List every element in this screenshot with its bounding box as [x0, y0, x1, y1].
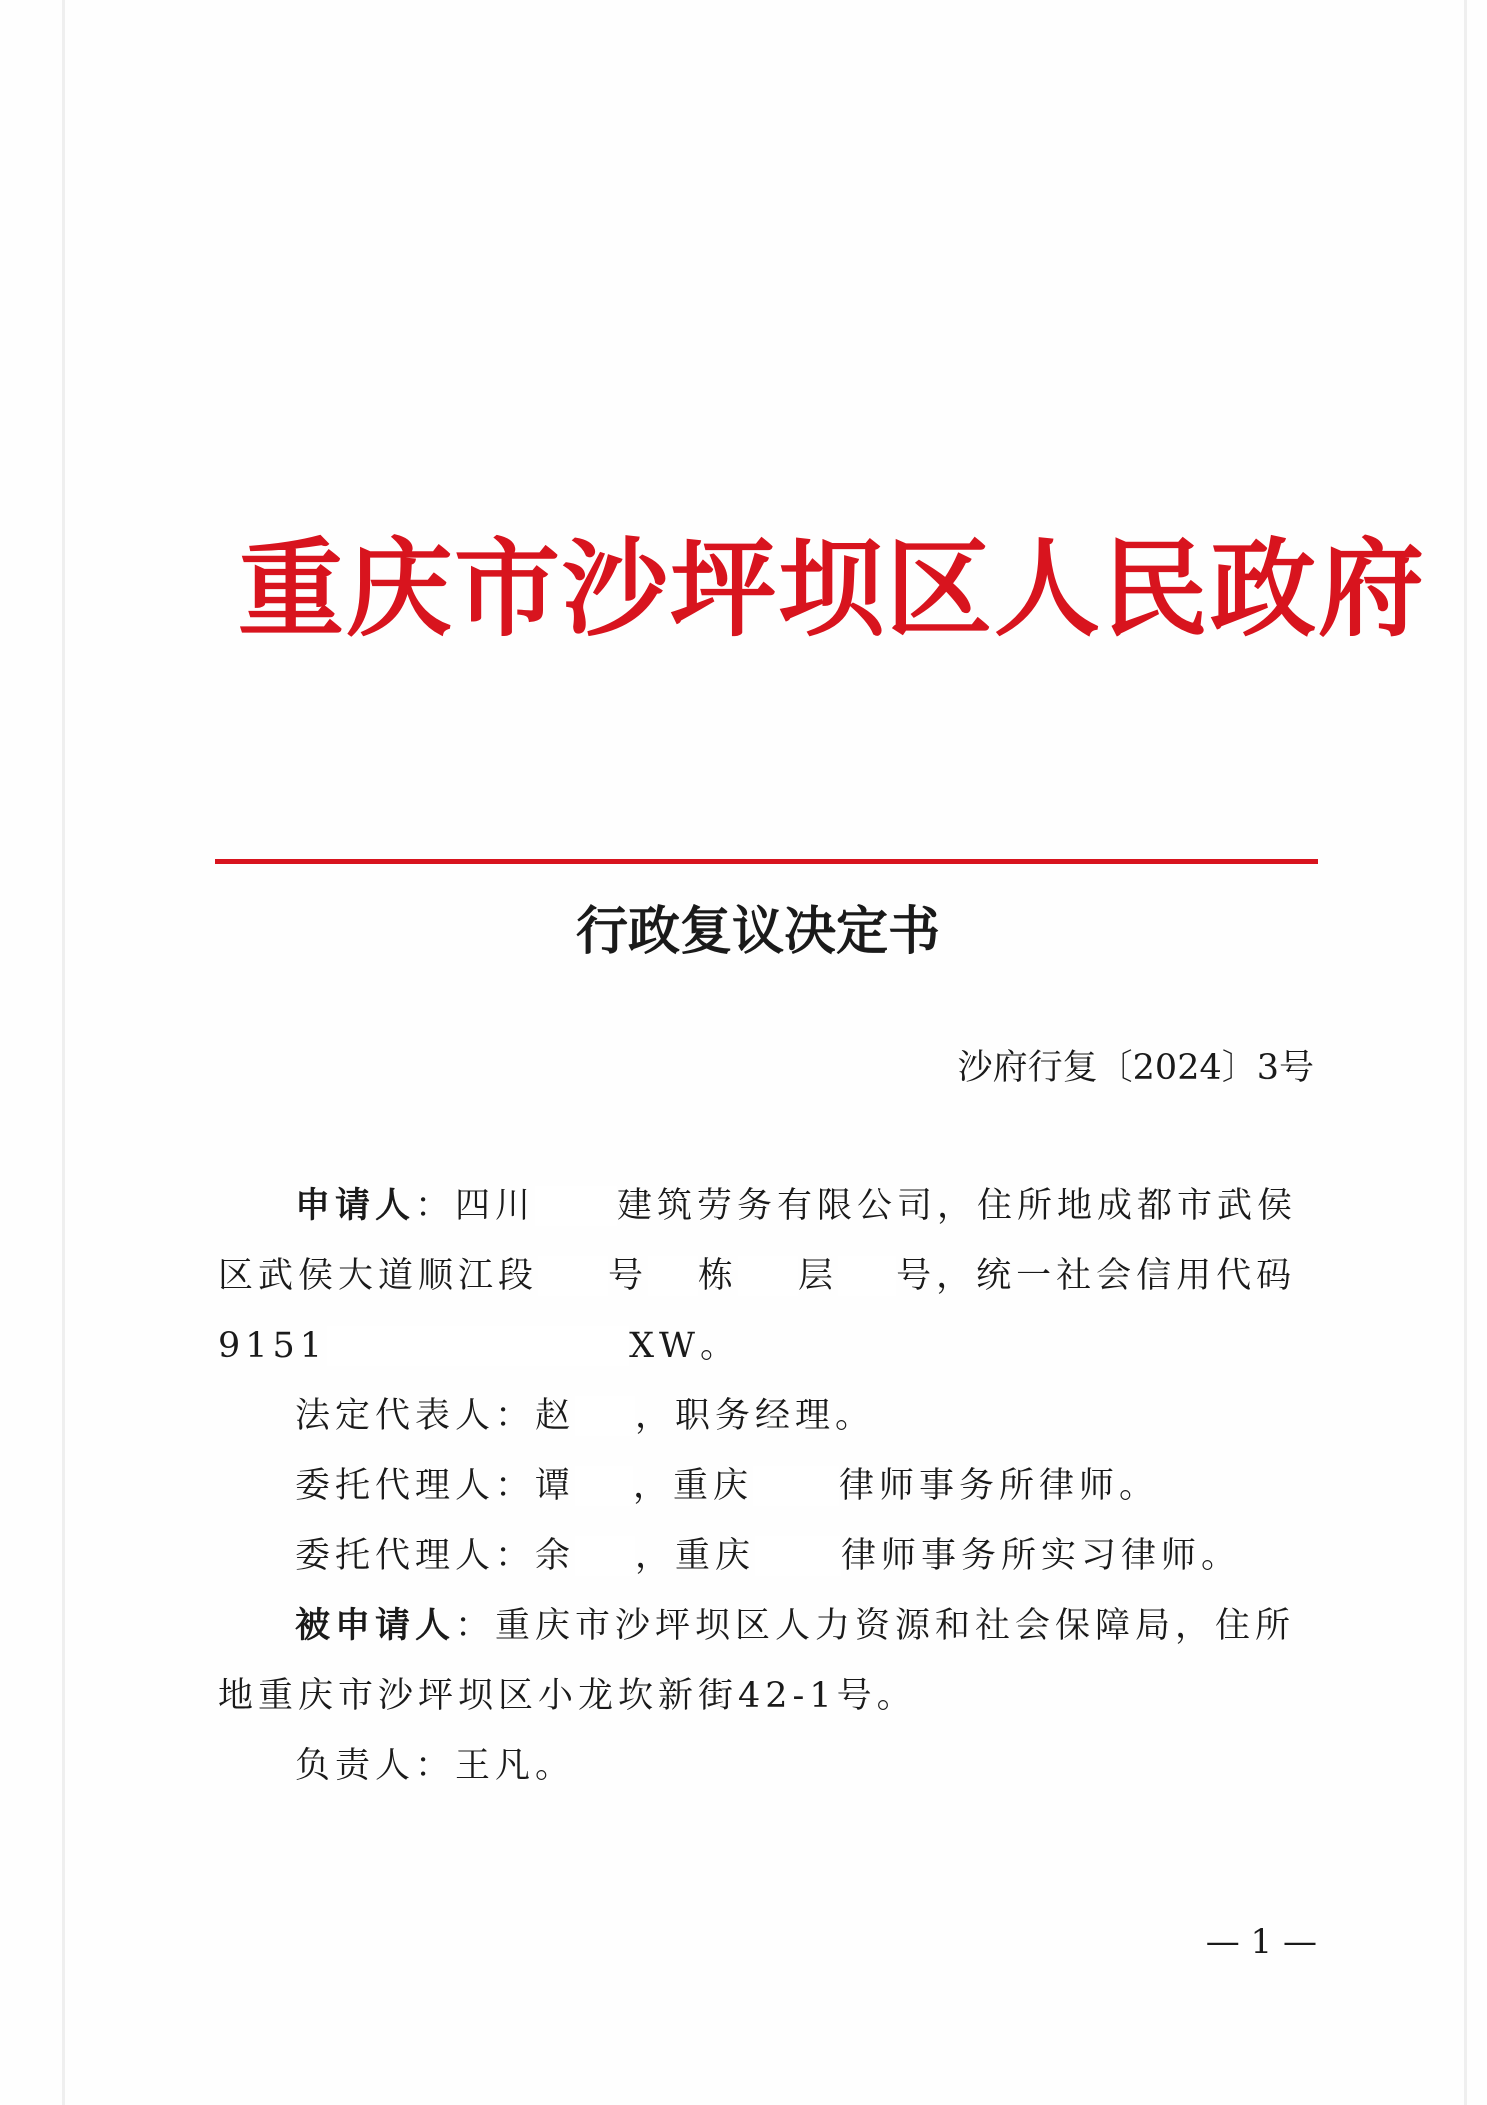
redaction-block: [575, 1466, 633, 1506]
redaction-block: [738, 1256, 798, 1296]
scan-edge-left: [62, 0, 65, 2105]
document-number: 沙府行复〔2024〕3号: [957, 1048, 1314, 1088]
redaction-block: [535, 1186, 617, 1226]
agent-line-2: 委托代理人：余 ，重庆 律师事务所实习律师。: [295, 1536, 1242, 1576]
applicant-line-2: 区武侯大道顺江段 号 栋 层 号，统一社会信用代码: [218, 1256, 1297, 1296]
red-divider-rule: [215, 859, 1318, 864]
applicant-line-3: 9151 XW。: [218, 1326, 740, 1366]
agent-line-1: 委托代理人：谭 ，重庆 律师事务所律师。: [295, 1466, 1160, 1506]
respondent-line-1: 被申请人：重庆市沙坪坝区人力资源和社会保障局，住所: [295, 1605, 1296, 1646]
redaction-block: [327, 1326, 629, 1366]
legal-representative-line: 法定代表人：赵 ，职务经理。: [295, 1396, 876, 1436]
respondent-line-2: 地重庆市沙坪坝区小龙坎新街42-1号。: [218, 1676, 917, 1716]
redaction-block: [648, 1256, 698, 1296]
respondent-label: 被申请人: [295, 1605, 456, 1646]
redaction-block: [838, 1256, 896, 1296]
redaction-block: [538, 1256, 608, 1296]
redaction-block: [753, 1466, 839, 1506]
applicant-line-1: 申请人：四川 建筑劳务有限公司，住所地成都市武侯: [295, 1185, 1298, 1226]
redaction-block: [575, 1536, 635, 1576]
redaction-block: [755, 1536, 841, 1576]
document-title: 行政复议决定书: [576, 901, 941, 962]
applicant-label: 申请人: [295, 1185, 416, 1226]
responsible-person-line: 负责人：王凡。: [295, 1746, 576, 1786]
scan-edge-right: [1464, 0, 1467, 2105]
page-number: — 1 —: [1205, 1922, 1317, 1962]
issuer-heading: 重庆市沙坪坝区人民政府: [238, 528, 1426, 651]
redaction-block: [575, 1396, 635, 1436]
